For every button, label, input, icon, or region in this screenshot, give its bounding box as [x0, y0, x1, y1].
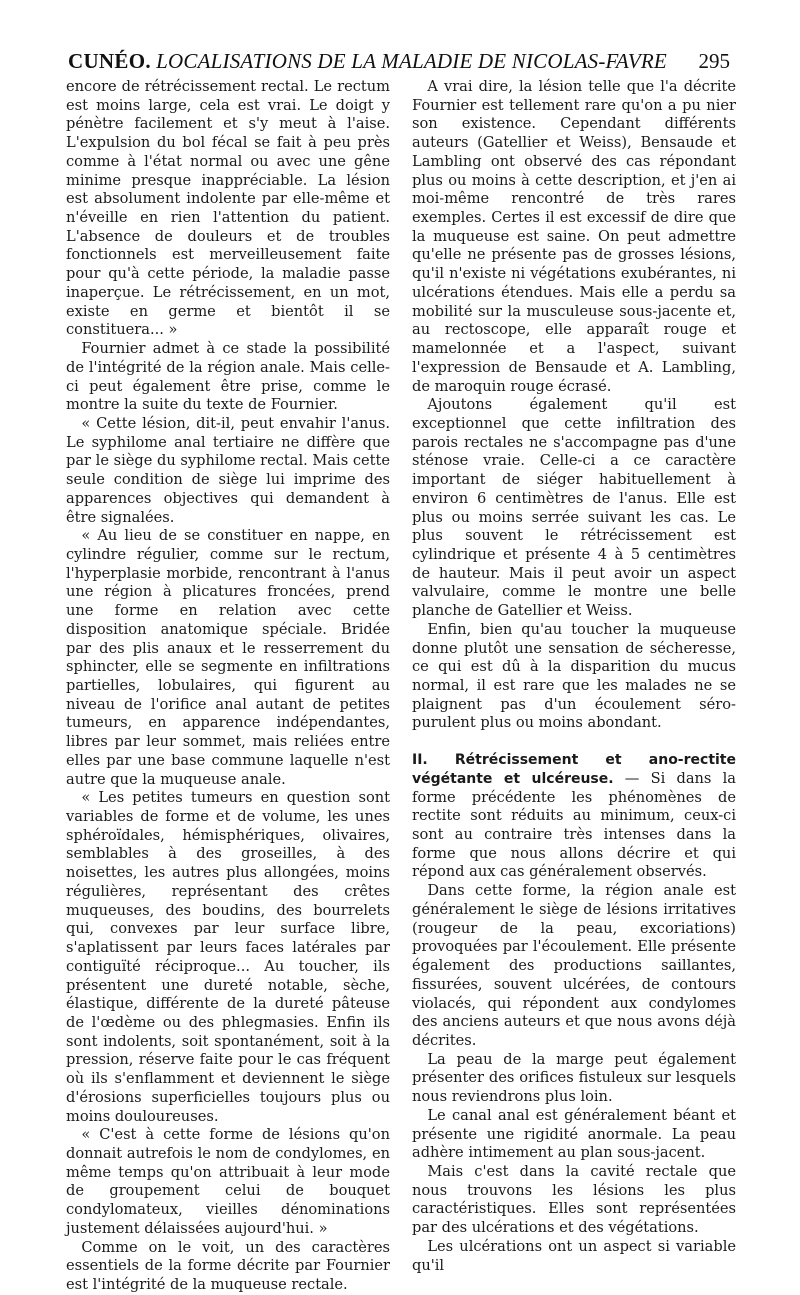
section-intro: — Si dans la forme précédente les phénomènes de rectite sont réduits au minimum, ceux-ci sont au contraire très intenses dans la forme que nous allons décrire et qui répond aux cas généralement observés. — [412, 769, 736, 881]
paragraph: A vrai dire, la lésion telle que l'a décrite Fournier est tellement rare qu'on a pu nier son existence. Cependant différents auteurs (Gatellier et Weiss), Bensaude et Lambling ont observé des cas répondant plus ou moins à cette description, et j'en ai moi-même rencontré de très rares exemples. Certes il est excessif de dire que la muqueuse est saine. On peut admettre qu'elle ne présente pas de grosses lésions, qu'il n'existe ni végétations exubérantes, ni ulcérations étendues. Mais elle a perdu sa mobilité sur la musculeuse sous-jacente et, au rectoscope, elle apparaît rouge et mamelonnée et a l'aspect, suivant l'expression de Bensaude et A. Lambling, de maroquin rouge écrasé. — [412, 78, 736, 395]
paragraph: Comme on le voit, un des caractères essentiels de la forme décrite par Fournier est l'intégrité de la muqueuse rectale. — [66, 1238, 390, 1293]
running-header — [68, 46, 730, 76]
header-author: CUNÉO. — [68, 49, 151, 73]
section-paragraph — [412, 751, 736, 882]
right-column — [412, 78, 736, 1275]
paragraph: Le canal anal est généralement béant et présente une rigidité anormale. La peau adhère intimement au plan sous-jacent. — [412, 1106, 736, 1162]
paragraph: Fournier admet à ce stade la possibilité de l'intégrité de la région anale. Mais celle-ci peut également être prise, comme le montre la suite du texte de Fournier. — [66, 340, 390, 414]
paragraph: Les ulcérations ont un aspect si variable qu'il — [412, 1237, 736, 1274]
section-heading: II. Rétrécissement et ano-rectite végétante et ulcéreuse. — [412, 752, 736, 787]
paragraph: « C'est à cette forme de lésions qu'on donnait autrefois le nom de condylomes, en même temps qu'on attribuait à leur mode de groupement celui de bouquet condylomateux, vieilles dénominations justement délaissées aujourd'hui. » — [66, 1126, 390, 1237]
header-title: LOCALISATIONS DE LA MALADIE DE NICOLAS-FAVRE — [156, 49, 667, 73]
paragraph: « Les petites tumeurs en question sont variables de forme et de volume, les unes sphéroïdales, hémisphériques, olivaires, semblables à des groseilles, à des noisettes, les autres plus allongées, moins régulières, représentant des crêtes muqueuses, des boudins, des bourrelets qui, convexes par leur surface libre, s'aplatissent par leurs faces latérales par contiguïté réciproque... Au toucher, ils présentent une dureté notable, sèche, élastique, différente de la dureté pâteuse de l'œdème ou des phlegmasies. Enfin ils sont indolents, soit spontanément, soit à la pression, réserve faite pour le cas fréquent où ils s'enflamment et deviennent le siège d'érosions superficielles toujours plus ou moins douloureuses. — [66, 789, 390, 1125]
paragraph: « Au lieu de se constituer en nappe, en cylindre régulier, comme sur le rectum, l'hyperplasie morbide, rencontrant à l'anus une région à plicatures froncées, prend une forme en relation avec cette disposition anatomique spéciale. Bridée par des plis anaux et le resserrement du sphincter, elle se segmente en infiltrations partielles, lobulaires, qui figurent au niveau de l'orifice anal autant de petites tumeurs, en apparence indépendantes, libres par leur sommet, mais reliées entre elles par une base commune laquelle n'est autre que la muqueuse anale. — [66, 527, 390, 788]
paragraph: Mais c'est dans la cavité rectale que nous trouvons les lésions les plus caractéristiques. Elles sont représentées par des ulcérations et des végétations. — [412, 1162, 736, 1237]
paragraph: La peau de la marge peut également présenter des orifices fistuleux sur lesquels nous reviendrons plus loin. — [412, 1050, 736, 1106]
paragraph: encore de rétrécissement rectal. Le rectum est moins large, cela est vrai. Le doigt y pénètre facilement et s'y meut à l'aise. L'expulsion du bol fécal se fait à peu près comme à l'état normal ou avec une gêne minime presque inappréciable. La lésion est absolument indolente par elle-même et n'éveille en rien l'attention du patient. L'absence de douleurs et de troubles fonctionnels est merveilleusement faite pour qu'à cette période, la maladie passe inaperçue. Le rétrécissement, en un mot, existe en germe et bientôt il se constituera... » — [66, 78, 390, 339]
paragraph: Ajoutons également qu'il est exceptionnel que cette infiltration des parois rectales ne s'accompagne pas d'une sténose vraie. Celle-ci a ce caractère important de siéger habituellement à environ 6 centimètres de l'anus. Elle est plus ou moins serrée suivant les cas. Le plus souvent le rétrécissement est cylindrique et présente 4 à 5 centimètres de hauteur. Mais il peut avoir un aspect valvulaire, comme le montre une belle planche de Gatellier et Weiss. — [412, 396, 736, 620]
left-column — [66, 78, 390, 1295]
paragraph: Enfin, bien qu'au toucher la muqueuse donne plutôt une sensation de sécheresse, ce qui est dû à la disparition du mucus normal, il est rare que les malades ne se plaignent pas d'un écoulement séro-purulent plus ou moins abondant. — [412, 620, 736, 732]
page-number: 295 — [698, 49, 730, 73]
paragraph: Dans cette forme, la région anale est généralement le siège de lésions irritatives (rougeur de la peau, excoriations) provoquées par l'écoulement. Elle présente également des productions saillantes, fissurées, souvent ulcérées, de contours violacés, qui répondent aux condylomes des anciens auteurs et que nous avons déjà décrites. — [412, 882, 736, 1049]
paragraph: « Cette lésion, dit-il, peut envahir l'anus. Le syphilome anal tertiaire ne diffère que par le siège du syphilome rectal. Mais cette seule condition de siège lui imprime des apparences objectives qui demandent à être signalées. — [66, 414, 391, 526]
